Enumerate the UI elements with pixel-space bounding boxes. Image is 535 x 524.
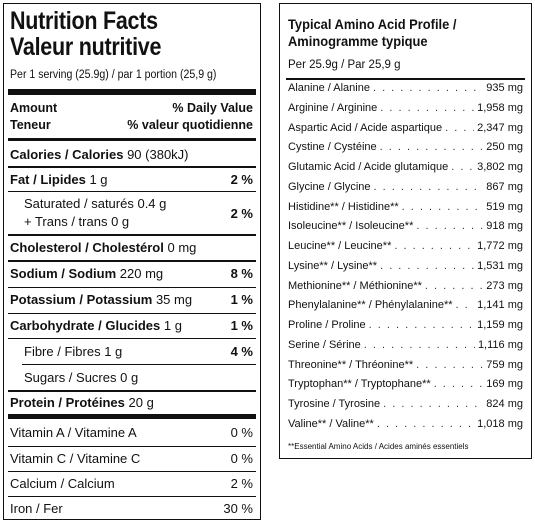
fibre-value: 1 g xyxy=(104,344,123,359)
dot-leader xyxy=(402,201,484,213)
list-item xyxy=(288,339,523,359)
amino-name: Valine** / Valine** xyxy=(288,417,374,430)
amino-name: Proline / Proline xyxy=(288,319,366,331)
amino-serving: Per 25.9g / Par 25,9 g xyxy=(288,59,401,71)
amino-value: 1,159 mg xyxy=(477,319,523,331)
amino-value: 273 mg xyxy=(486,279,523,292)
list-item xyxy=(288,319,523,339)
amino-value: 2,347 mg xyxy=(477,121,523,134)
calcium-row xyxy=(10,476,253,491)
amino-value: 1,772 mg xyxy=(477,240,523,252)
carbohydrate-row xyxy=(10,318,253,333)
vitamin-c-label: Vitamin C / Vitamine C xyxy=(10,451,141,466)
saturated-trans-pct: 2 % xyxy=(230,206,253,221)
amino-footnote: **Essential Amino Acids / Acides aminés essentiels xyxy=(288,442,469,451)
saturated-row xyxy=(24,196,253,211)
list-item xyxy=(288,418,523,438)
amount-label: Amount xyxy=(10,101,58,115)
divider xyxy=(8,338,256,339)
amino-value: 759 mg xyxy=(486,358,523,371)
cholesterol-row xyxy=(10,240,253,255)
daily-value-label-fr: % valeur quotidienne xyxy=(127,118,253,132)
amino-name: Alanine / Alanine xyxy=(288,82,370,94)
amino-title xyxy=(288,16,456,50)
amino-name: Glutamic Acid / Acide glutamique xyxy=(288,161,449,173)
trans-label: + Trans / trans xyxy=(24,214,108,229)
amino-title-line1: Typical Amino Acid Profile / xyxy=(288,16,457,32)
potassium-label: Potassium / Potassium xyxy=(10,292,153,307)
amino-name: Glycine / Glycine xyxy=(288,180,371,193)
list-item xyxy=(288,280,523,300)
cholesterol-value: 0 mg xyxy=(167,240,197,255)
calcium-label: Calcium / Calcium xyxy=(10,476,115,491)
vitamin-a-label: Vitamin A / Vitamine A xyxy=(10,425,137,440)
potassium-row xyxy=(10,292,253,307)
list-item xyxy=(288,161,523,181)
amino-value: 1,141 mg xyxy=(477,299,523,312)
amino-value: 1,958 mg xyxy=(477,101,523,114)
list-item xyxy=(288,220,523,240)
protein-row xyxy=(10,395,253,410)
amino-name: Isoleucine** / Isoleucine** xyxy=(288,220,414,233)
divider xyxy=(8,166,256,168)
potassium-pct: 1 % xyxy=(230,292,253,307)
divider xyxy=(8,287,256,288)
calcium-pct: 2 % xyxy=(230,476,253,491)
list-item xyxy=(288,181,523,201)
divider xyxy=(8,260,256,262)
amino-value: 1,116 mg xyxy=(477,338,523,351)
amino-value: 250 mg xyxy=(486,141,523,154)
amino-name: Phenylalanine** / Phénylalanine** xyxy=(288,299,453,312)
dot-leader xyxy=(416,220,483,232)
amino-value: 519 mg xyxy=(486,200,523,213)
sodium-label: Sodium / Sodium xyxy=(10,266,117,281)
amino-value: 3,802 mg xyxy=(477,161,523,173)
title-fr: Valeur nutritive xyxy=(10,33,162,61)
dot-leader xyxy=(451,161,474,173)
vitamin-c-pct: 0 % xyxy=(230,451,253,466)
amino-name: Tyrosine / Tyrosine xyxy=(288,398,381,410)
dot-leader xyxy=(434,378,484,390)
amino-name: Arginine / Arginine xyxy=(288,101,378,114)
calories-value: 90 (380kJ) xyxy=(127,147,189,162)
fat-pct: 2 % xyxy=(230,172,253,187)
thick-divider xyxy=(8,89,256,95)
divider xyxy=(8,496,256,497)
nutrition-title xyxy=(10,8,225,60)
carbohydrate-label: Carbohydrate / Glucides xyxy=(10,318,161,333)
sugars-row xyxy=(24,370,253,385)
fat-label: Fat / Lipides xyxy=(10,172,86,187)
amino-name: Lysine** / Lysine** xyxy=(288,259,378,272)
calories-label: Calories / Calories xyxy=(10,147,124,162)
amino-value: 824 mg xyxy=(486,398,523,410)
amino-name: Leucine** / Leucine** xyxy=(288,240,392,252)
dot-leader xyxy=(380,260,474,272)
amino-name: Threonine** / Thréonine** xyxy=(288,358,414,371)
sodium-pct: 8 % xyxy=(230,266,253,281)
potassium-value: 35 mg xyxy=(155,292,193,307)
divider xyxy=(8,471,256,472)
fibre-label: Fibre / Fibres xyxy=(24,344,101,359)
amino-value: 867 mg xyxy=(486,180,523,193)
dot-leader xyxy=(373,82,483,94)
amino-value: 918 mg xyxy=(486,220,523,233)
sodium-row xyxy=(10,266,253,281)
thick-divider xyxy=(8,414,256,419)
serving-size: Per 1 serving (25.9g) / par 1 portion (25,9 g) xyxy=(10,69,217,81)
sugars-label: Sugars / Sucres xyxy=(24,370,117,385)
amino-value: 935 mg xyxy=(486,82,523,94)
title-en: Nutrition Facts xyxy=(10,7,158,35)
saturated-label: Saturated / saturés xyxy=(24,196,134,211)
amino-value: 1,531 mg xyxy=(477,259,523,272)
dot-leader xyxy=(394,240,474,252)
list-item xyxy=(288,122,523,142)
dot-leader xyxy=(425,280,483,292)
dot-leader xyxy=(456,299,475,311)
amino-list xyxy=(288,82,523,438)
divider xyxy=(8,390,256,392)
amino-acid-panel xyxy=(279,3,532,459)
list-item xyxy=(288,359,523,379)
list-item xyxy=(288,299,523,319)
dot-leader xyxy=(416,359,483,371)
amino-name: Serine / Sérine xyxy=(288,338,361,351)
amino-name: Methionine** / Méthionine** xyxy=(288,279,422,292)
vitamin-a-row xyxy=(10,425,253,440)
carbohydrate-value: 1 g xyxy=(163,318,182,333)
trans-value: 0 g xyxy=(111,214,130,229)
dot-leader xyxy=(364,339,475,351)
vitamin-a-pct: 0 % xyxy=(230,425,253,440)
divider xyxy=(8,191,256,192)
dot-leader xyxy=(445,122,474,134)
amino-value: 1,018 mg xyxy=(477,417,523,430)
divider xyxy=(8,313,256,314)
amino-name: Tryptophan** / Tryptophane** xyxy=(288,378,431,391)
fat-row xyxy=(10,172,253,187)
amino-title-line2: Aminogramme typique xyxy=(288,33,428,49)
carbohydrate-pct: 1 % xyxy=(230,318,253,333)
protein-value: 20 g xyxy=(128,395,154,410)
amino-name: Aspartic Acid / Acide aspartique xyxy=(288,121,443,134)
sodium-value: 220 mg xyxy=(119,266,164,281)
fibre-pct: 4 % xyxy=(230,344,253,359)
sugars-value: 0 g xyxy=(120,370,139,385)
protein-label: Protein / Protéines xyxy=(10,395,125,410)
iron-row xyxy=(10,501,253,516)
iron-pct: 30 % xyxy=(223,501,253,516)
amino-value: 169 mg xyxy=(486,378,523,391)
nutrition-facts-panel xyxy=(3,3,261,520)
list-item xyxy=(288,398,523,418)
fibre-row xyxy=(24,344,253,359)
dot-leader xyxy=(383,398,483,410)
list-item xyxy=(288,141,523,161)
iron-label: Iron / Fer xyxy=(10,501,63,516)
divider xyxy=(8,234,256,236)
dot-leader xyxy=(380,102,474,114)
list-item xyxy=(288,102,523,122)
list-item xyxy=(288,260,523,280)
calories-row xyxy=(10,147,253,162)
saturated-value: 0.4 g xyxy=(137,196,167,211)
dot-leader xyxy=(369,319,474,331)
vitamin-c-row xyxy=(10,451,253,466)
dot-leader xyxy=(374,181,484,193)
fat-value: 1 g xyxy=(89,172,108,187)
amount-label-fr: Teneur xyxy=(10,118,51,132)
divider xyxy=(22,364,256,365)
amino-name: Histidine** / Histidine** xyxy=(288,200,399,213)
dot-leader xyxy=(380,141,484,153)
list-item xyxy=(288,201,523,221)
medium-divider xyxy=(8,138,256,141)
cholesterol-label: Cholesterol / Cholestérol xyxy=(10,240,164,255)
divider xyxy=(8,446,256,447)
list-item xyxy=(288,82,523,102)
list-item xyxy=(288,240,523,260)
daily-value-label: % Daily Value xyxy=(172,101,253,115)
trans-row xyxy=(24,214,253,229)
list-item xyxy=(288,378,523,398)
dot-leader xyxy=(377,418,474,430)
amino-divider xyxy=(286,78,525,80)
amino-name: Cystine / Cystéine xyxy=(288,141,377,154)
